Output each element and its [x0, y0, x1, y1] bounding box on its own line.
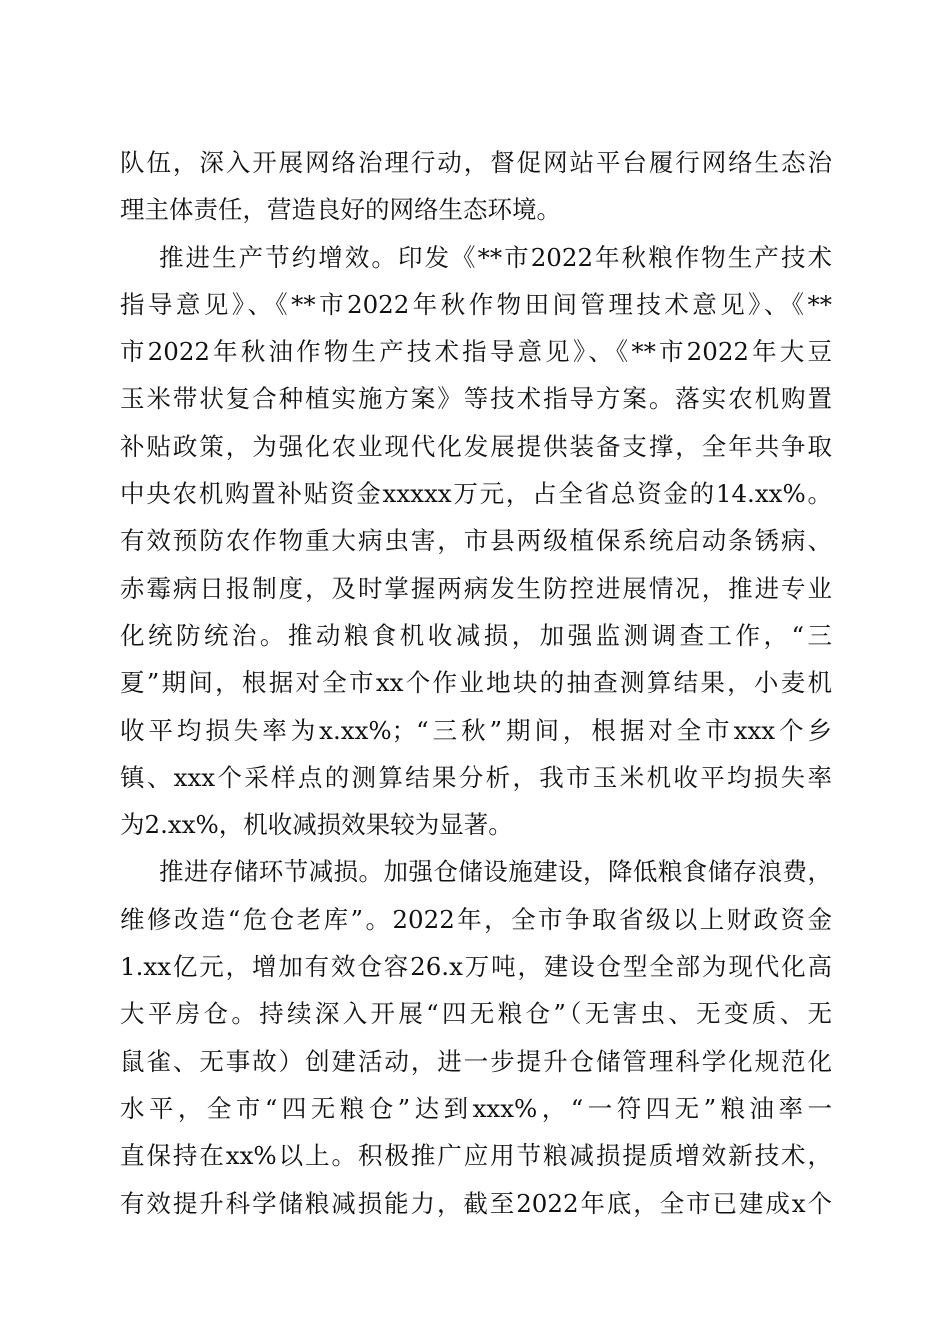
- text-line: 夏”期间，根据对全市xx个作业地块的抽查测算结果，小麦机: [120, 668, 832, 698]
- text-line: 直保持在xx%以上。积极推广应用节粮减损提质增效新技术，: [120, 1141, 832, 1171]
- document-body: [120, 139, 832, 1227]
- text-line: 补贴政策，为强化农业现代化发展提供装备支撑，全年共争取: [120, 431, 832, 461]
- text-line: 水平，全市“四无粮仓”达到xxx%，“一符四无”粮油率一: [120, 1093, 832, 1123]
- text-line: 赤霉病日报制度，及时掌握两病发生防控进展情况，推进专业: [120, 573, 832, 603]
- text-line: 市2022年秋油作物生产技术指导意见》、《**市2022年大豆: [120, 337, 832, 367]
- text-line: 化统防统治。推动粮食机收减损，加强监测调查工作，“三: [120, 620, 832, 650]
- text-line: 大平房仓。持续深入开展“四无粮仓”（无害虫、无变质、无: [120, 999, 832, 1029]
- text-line: 推进生产节约增效。印发《**市2022年秋粮作物生产技术: [159, 242, 832, 272]
- text-line: 维修改造“危仓老库”。2022年，全市争取省级以上财政资金: [120, 904, 832, 934]
- text-line: 玉米带状复合种植实施方案》等技术指导方案。落实农机购置: [120, 384, 832, 414]
- text-line: 队伍，深入开展网络治理行动，督促网站平台履行网络生态治: [120, 148, 832, 177]
- text-line: 理主体责任，营造良好的网络生态环境。: [120, 195, 561, 225]
- text-line: 为2.xx%，机收减损效果较为显著。: [120, 810, 513, 840]
- text-line: 有效提升科学储粮减损能力，截至2022年底，全市已建成x个: [120, 1188, 832, 1218]
- text-line: 指导意见》、《**市2022年秋作物田间管理技术意见》、《**: [120, 289, 832, 319]
- paragraph-network-governance: [120, 139, 832, 234]
- paragraph-production-efficiency: [120, 234, 832, 849]
- text-line: 1.xx亿元，增加有效仓容26.x万吨，建设仓型全部为现代化高: [120, 952, 832, 982]
- text-line: 推进存储环节减损。加强仓储设施建设，降低粮食储存浪费，: [159, 857, 832, 887]
- paragraph-storage-loss-reduction: [120, 848, 832, 1226]
- text-line: 收平均损失率为x.xx%；“三秋”期间，根据对全市xxx个乡: [120, 715, 832, 745]
- text-line: 有效预防农作物重大病虫害，市县两级植保系统启动条锈病、: [120, 526, 832, 556]
- text-line: 镇、xxx个采样点的测算结果分析，我市玉米机收平均损失率: [120, 762, 832, 792]
- text-line: 中央农机购置补贴资金xxxxx万元，占全省总资金的14.xx%。: [120, 479, 832, 509]
- text-line: 鼠雀、无事故）创建活动，进一步提升仓储管理科学化规范化: [120, 1046, 832, 1076]
